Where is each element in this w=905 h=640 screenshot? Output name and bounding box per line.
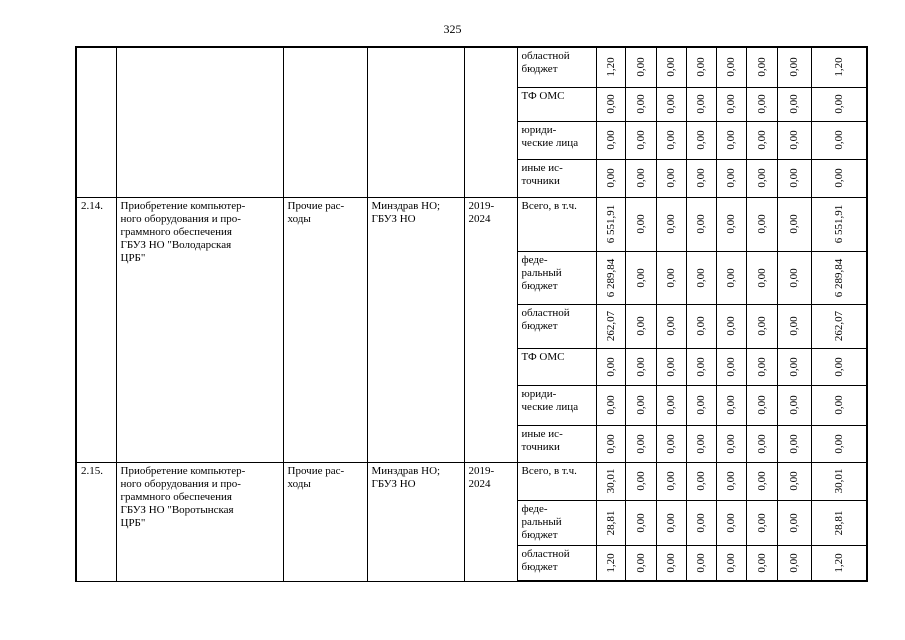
amount-cell [716, 197, 746, 251]
amount-value: 0,00 [695, 471, 707, 491]
amount-cell [596, 159, 625, 197]
page-number: 325 [443, 22, 462, 36]
funding-source: феде- ральный бюджет [517, 251, 596, 304]
amount-value: 0,00 [665, 471, 677, 491]
amount-value: 0,00 [725, 433, 737, 454]
amount-cell [811, 87, 867, 121]
amount-cell [656, 500, 686, 545]
amount-cell [746, 385, 777, 425]
amount-value: 0,00 [755, 356, 768, 377]
item-name: Приобретение компьютер- ного оборудования и про- граммного обеспечения ГБУЗ НО "Володарская ЦРБ" [116, 197, 283, 462]
amount-cell [811, 545, 867, 581]
amount-cell [777, 545, 811, 581]
amount-value: 6 289,84 [832, 258, 845, 297]
funding-source: областной бюджет [517, 47, 596, 87]
amount-cell [686, 462, 716, 500]
funding-source: иные ис- точники [517, 425, 596, 462]
amount-value: 0,00 [665, 267, 677, 288]
amount-value: 0,00 [695, 433, 707, 454]
amount-value: 0,00 [604, 94, 617, 114]
amount-value: 0,00 [695, 130, 707, 150]
amount-value: 30,01 [832, 468, 845, 494]
amount-cell [656, 87, 686, 121]
amount-value: 0,00 [604, 130, 617, 150]
amount-cell [625, 304, 656, 348]
amount-cell [625, 500, 656, 545]
amount-value: 0,00 [695, 168, 707, 188]
amount-value: 0,00 [725, 553, 737, 573]
funding-source: областной бюджет [517, 545, 596, 581]
amount-value: 0,00 [725, 316, 737, 336]
amount-cell [811, 462, 867, 500]
amount-value: 0,00 [634, 356, 647, 377]
amount-value: 0,00 [634, 512, 647, 533]
amount-value: 1,20 [832, 553, 845, 573]
amount-cell [777, 47, 811, 87]
amount-value: 0,00 [755, 214, 768, 234]
amount-cell [656, 348, 686, 385]
amount-value: 0,00 [755, 553, 768, 573]
amount-cell [811, 425, 867, 462]
amount-cell [777, 159, 811, 197]
funding-source: феде- ральный бюджет [517, 500, 596, 545]
table-row [76, 462, 867, 500]
amount-value: 0,00 [725, 57, 737, 77]
amount-value: 0,00 [634, 57, 647, 77]
amount-cell [746, 500, 777, 545]
amount-cell [625, 121, 656, 159]
executor [367, 47, 464, 197]
amount-value: 0,00 [634, 214, 647, 234]
amount-cell [625, 197, 656, 251]
amount-cell [811, 304, 867, 348]
amount-cell [811, 197, 867, 251]
amount-value: 0,00 [755, 168, 768, 188]
amount-cell [746, 425, 777, 462]
amount-cell [811, 385, 867, 425]
amount-cell [746, 545, 777, 581]
amount-cell [777, 304, 811, 348]
amount-value: 0,00 [725, 512, 737, 533]
amount-cell [746, 462, 777, 500]
amount-cell [686, 251, 716, 304]
amount-cell [716, 251, 746, 304]
item-number [76, 47, 116, 197]
amount-cell [746, 197, 777, 251]
amount-value: 0,00 [725, 267, 737, 288]
item-name [116, 47, 283, 197]
amount-cell [596, 545, 625, 581]
item-number: 2.14. [76, 197, 116, 462]
amount-value: 0,00 [695, 214, 707, 234]
amount-cell [596, 121, 625, 159]
amount-value: 0,00 [788, 553, 800, 573]
amount-value: 0,00 [665, 433, 677, 454]
amount-cell [716, 121, 746, 159]
amount-value: 28,81 [832, 510, 845, 535]
amount-value: 0,00 [788, 130, 800, 150]
amount-cell [625, 87, 656, 121]
amount-cell [746, 87, 777, 121]
amount-value: 0,00 [634, 471, 647, 491]
executor: Минздрав НО; ГБУЗ НО [367, 462, 464, 581]
amount-cell [625, 159, 656, 197]
amount-value: 0,00 [755, 57, 768, 77]
amount-cell [716, 462, 746, 500]
amount-value: 0,00 [788, 214, 800, 234]
amount-cell [716, 47, 746, 87]
amount-value: 0,00 [832, 94, 845, 114]
amount-value: 0,00 [755, 395, 768, 415]
amount-cell [716, 425, 746, 462]
amount-cell [625, 545, 656, 581]
amount-cell [656, 304, 686, 348]
amount-value: 0,00 [634, 553, 647, 573]
funding-source: юриди- ческие лица [517, 385, 596, 425]
amount-value: 0,00 [695, 94, 707, 114]
amount-value: 0,00 [755, 433, 768, 454]
amount-value: 0,00 [788, 267, 800, 288]
amount-value: 0,00 [665, 395, 677, 415]
amount-value: 0,00 [788, 356, 800, 377]
amount-cell [625, 425, 656, 462]
period: 2019- 2024 [464, 197, 517, 462]
amount-value: 0,00 [634, 316, 647, 336]
expense-type [283, 47, 367, 197]
amount-value: 0,00 [755, 512, 768, 533]
amount-value: 0,00 [832, 433, 845, 454]
funding-source: областной бюджет [517, 304, 596, 348]
amount-cell [777, 121, 811, 159]
amount-value: 0,00 [634, 267, 647, 288]
amount-value: 0,00 [788, 471, 800, 491]
amount-value: 0,00 [788, 512, 800, 533]
amount-cell [656, 197, 686, 251]
amount-cell [656, 159, 686, 197]
amount-cell [746, 348, 777, 385]
amount-value: 0,00 [695, 395, 707, 415]
funding-source: ТФ ОМС [517, 87, 596, 121]
amount-value: 0,00 [665, 512, 677, 533]
amount-value: 30,01 [604, 468, 617, 494]
amount-value: 0,00 [788, 395, 800, 415]
amount-cell [686, 87, 716, 121]
amount-value: 0,00 [604, 433, 617, 454]
amount-value: 0,00 [725, 356, 737, 377]
amount-cell [656, 545, 686, 581]
amount-cell [777, 348, 811, 385]
amount-value: 0,00 [695, 267, 707, 288]
amount-cell [716, 500, 746, 545]
amount-value: 1,20 [832, 57, 845, 77]
amount-cell [811, 159, 867, 197]
amount-value: 0,00 [725, 94, 737, 114]
amount-cell [625, 348, 656, 385]
amount-cell [777, 385, 811, 425]
amount-value: 0,00 [695, 553, 707, 573]
table-row [76, 47, 867, 87]
item-number: 2.15. [76, 462, 116, 581]
amount-value: 0,00 [695, 356, 707, 377]
amount-value: 0,00 [665, 57, 677, 77]
amount-value: 0,00 [695, 512, 707, 533]
amount-cell [656, 462, 686, 500]
amount-value: 0,00 [634, 433, 647, 454]
amount-cell [625, 385, 656, 425]
amount-cell [686, 385, 716, 425]
amount-value: 6 551,91 [832, 204, 845, 244]
amount-value: 0,00 [604, 168, 617, 188]
amount-cell [777, 197, 811, 251]
amount-cell [811, 251, 867, 304]
amount-value: 0,00 [665, 316, 677, 336]
amount-value: 0,00 [788, 168, 800, 188]
amount-value: 0,00 [604, 356, 617, 377]
amount-cell [777, 251, 811, 304]
period [464, 47, 517, 197]
amount-cell [746, 121, 777, 159]
amount-value: 0,00 [832, 168, 845, 188]
amount-value: 0,00 [725, 471, 737, 491]
amount-cell [596, 47, 625, 87]
amount-cell [596, 348, 625, 385]
budget-table [75, 46, 868, 582]
amount-value: 0,00 [665, 214, 677, 234]
amount-cell [686, 121, 716, 159]
amount-value: 0,00 [634, 168, 647, 188]
amount-value: 0,00 [755, 316, 768, 336]
item-name: Приобретение компьютер- ного оборудования и про- граммного обеспечения ГБУЗ НО "Воротынская ЦРБ" [116, 462, 283, 581]
amount-cell [716, 385, 746, 425]
amount-cell [686, 197, 716, 251]
amount-cell [716, 304, 746, 348]
expense-type: Прочие рас- ходы [283, 462, 367, 581]
amount-value: 0,00 [725, 130, 737, 150]
amount-cell [596, 385, 625, 425]
amount-value: 0,00 [788, 433, 800, 454]
amount-cell [716, 87, 746, 121]
executor: Минздрав НО; ГБУЗ НО [367, 197, 464, 462]
amount-cell [811, 47, 867, 87]
amount-cell [746, 251, 777, 304]
period: 2019- 2024 [464, 462, 517, 581]
amount-cell [811, 121, 867, 159]
amount-cell [686, 47, 716, 87]
amount-value: 1,20 [604, 57, 617, 77]
amount-cell [716, 348, 746, 385]
amount-value: 6 551,91 [604, 204, 617, 244]
amount-value: 0,00 [634, 395, 647, 415]
amount-cell [686, 159, 716, 197]
amount-value: 1,20 [604, 553, 617, 573]
funding-source: Всего, в т.ч. [517, 462, 596, 500]
amount-cell [746, 159, 777, 197]
amount-cell [656, 121, 686, 159]
funding-source: ТФ ОМС [517, 348, 596, 385]
amount-cell [777, 87, 811, 121]
amount-cell [686, 304, 716, 348]
amount-cell [777, 462, 811, 500]
amount-cell [596, 500, 625, 545]
amount-cell [625, 47, 656, 87]
amount-value: 0,00 [788, 57, 800, 77]
amount-value: 0,00 [634, 94, 647, 114]
amount-cell [686, 425, 716, 462]
table-row [76, 197, 867, 251]
amount-value: 0,00 [665, 168, 677, 188]
amount-value: 0,00 [832, 395, 845, 415]
amount-cell [656, 385, 686, 425]
amount-value: 0,00 [665, 356, 677, 377]
amount-cell [625, 462, 656, 500]
amount-value: 262,07 [604, 310, 617, 342]
amount-cell [596, 251, 625, 304]
amount-cell [716, 159, 746, 197]
amount-cell [656, 425, 686, 462]
amount-cell [596, 462, 625, 500]
expense-type: Прочие рас- ходы [283, 197, 367, 462]
amount-cell [686, 348, 716, 385]
amount-value: 0,00 [755, 471, 768, 491]
amount-value: 0,00 [665, 130, 677, 150]
amount-cell [811, 500, 867, 545]
amount-value: 0,00 [725, 395, 737, 415]
amount-value: 28,81 [604, 510, 617, 535]
amount-value: 6 289,84 [604, 258, 617, 297]
amount-value: 0,00 [725, 214, 737, 234]
amount-cell [777, 425, 811, 462]
amount-cell [777, 500, 811, 545]
amount-value: 0,00 [832, 356, 845, 377]
amount-value: 0,00 [832, 130, 845, 150]
amount-value: 0,00 [695, 316, 707, 336]
amount-cell [596, 425, 625, 462]
amount-cell [596, 197, 625, 251]
funding-source: иные ис- точники [517, 159, 596, 197]
funding-source: юриди- ческие лица [517, 121, 596, 159]
amount-cell [746, 304, 777, 348]
amount-value: 262,07 [832, 310, 845, 342]
amount-value: 0,00 [788, 94, 800, 114]
amount-cell [811, 348, 867, 385]
amount-cell [596, 87, 625, 121]
amount-cell [596, 304, 625, 348]
amount-cell [686, 500, 716, 545]
amount-cell [656, 251, 686, 304]
amount-value: 0,00 [725, 168, 737, 188]
amount-value: 0,00 [755, 267, 768, 288]
amount-value: 0,00 [665, 94, 677, 114]
amount-value: 0,00 [665, 553, 677, 573]
amount-value: 0,00 [755, 130, 768, 150]
amount-value: 0,00 [788, 316, 800, 336]
amount-cell [686, 545, 716, 581]
amount-value: 0,00 [695, 57, 707, 77]
amount-cell [746, 47, 777, 87]
amount-value: 0,00 [634, 130, 647, 150]
amount-cell [625, 251, 656, 304]
amount-cell [716, 545, 746, 581]
funding-source: Всего, в т.ч. [517, 197, 596, 251]
amount-value: 0,00 [755, 94, 768, 114]
amount-cell [656, 47, 686, 87]
amount-value: 0,00 [604, 395, 617, 415]
